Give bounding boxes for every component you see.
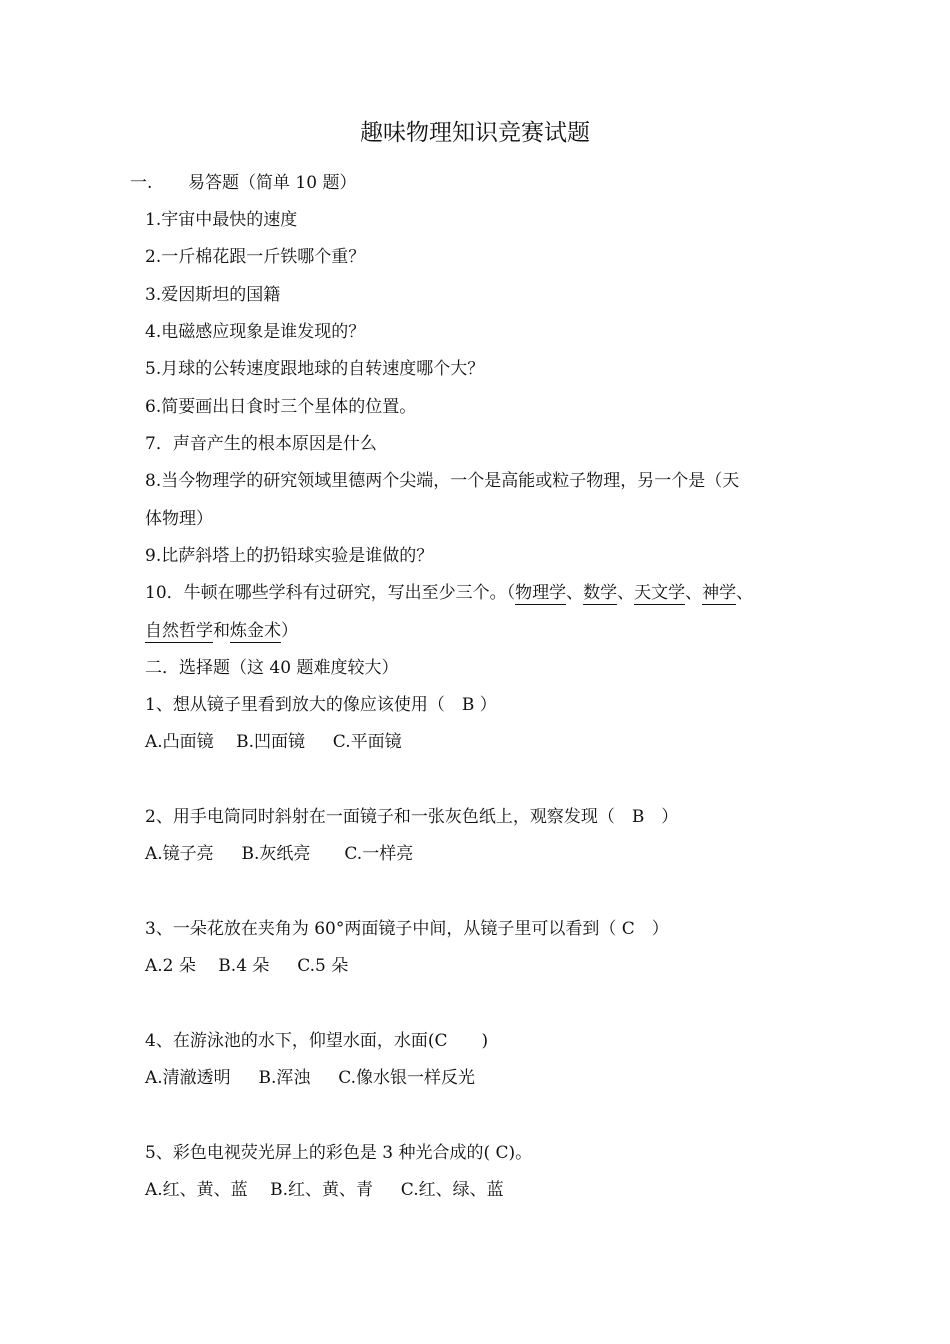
section1-heading <box>130 170 356 196</box>
answer-astronomy: 天文学 <box>634 583 686 603</box>
choice-options-4: A.清澈透明 B.浑浊 C.像水银一样反光 <box>145 1068 475 1088</box>
separator: 、 <box>736 583 754 603</box>
conjunction: 和 <box>213 621 230 641</box>
separator: 、 <box>685 583 703 603</box>
question-9: 9.比萨斜塔上的扔铅球实验是谁做的？ <box>145 546 434 566</box>
choice-options-2: A.镜子亮 B.灰纸亮 C.一样亮 <box>145 844 414 864</box>
section1-heading-text: 易答题（简单 10 题） <box>188 173 357 193</box>
choice-question-1: 1、想从镜子里看到放大的像应该使用（ B ） <box>145 695 497 715</box>
separator: 、 <box>617 583 635 603</box>
question-8: 8.当今物理学的研究领域里德两个尖端，一个是高能或粒子物理，另一个是（天 <box>145 471 740 491</box>
separator: 、 <box>566 583 584 603</box>
question-10-continued <box>145 618 298 644</box>
section1-number: 一. <box>130 173 153 193</box>
question-3: 3.爱因斯坦的国籍 <box>145 285 281 305</box>
question-4: 4.电磁感应现象是谁发现的？ <box>145 322 366 342</box>
answer-natural-philosophy: 自然哲学 <box>145 621 213 641</box>
page-title: 趣味物理知识竞赛试题 <box>360 120 590 146</box>
question-7: 7．声音产生的根本原因是什么 <box>145 434 377 454</box>
section2-heading: 二．选择题（这 40 题难度较大） <box>145 658 399 678</box>
choice-question-5: 5、彩色电视荧光屏上的彩色是 3 种光合成的( C)。 <box>145 1143 533 1163</box>
answer-physics: 物理学 <box>515 583 567 603</box>
choice-options-1: A.凸面镜 B.凹面镜 C.平面镜 <box>145 732 402 752</box>
choice-options-3: A.2 朵 B.4 朵 C.5 朵 <box>145 956 349 976</box>
question-10-prefix: 10．牛顿在哪些学科有过研究，写出至少三个。（ <box>145 583 516 603</box>
question-2: 2.一斤棉花跟一斤铁哪个重？ <box>145 247 366 267</box>
answer-alchemy: 炼金术 <box>230 621 281 641</box>
question-6: 6.简要画出日食时三个星体的位置。 <box>145 397 417 417</box>
choice-question-2: 2、用手电筒同时斜射在一面镜子和一张灰色纸上，观察发现（ B ） <box>145 807 679 827</box>
close-paren: ） <box>281 621 298 641</box>
question-1: 1.宇宙中最快的速度 <box>145 210 298 230</box>
choice-options-5: A.红、黄、蓝 B.红、黄、青 C.红、绿、蓝 <box>145 1180 504 1200</box>
choice-question-3: 3、一朵花放在夹角为 60°两面镜子中间，从镜子里可以看到（ C ） <box>145 919 669 939</box>
question-5: 5.月球的公转速度跟地球的自转速度哪个大？ <box>145 359 485 379</box>
question-8-continued: 体物理） <box>145 509 213 529</box>
answer-theology: 神学 <box>702 583 737 603</box>
choice-question-4: 4、在游泳池的水下，仰望水面，水面(C ) <box>145 1031 489 1051</box>
question-10 <box>145 580 753 606</box>
answer-math: 数学 <box>583 583 618 603</box>
